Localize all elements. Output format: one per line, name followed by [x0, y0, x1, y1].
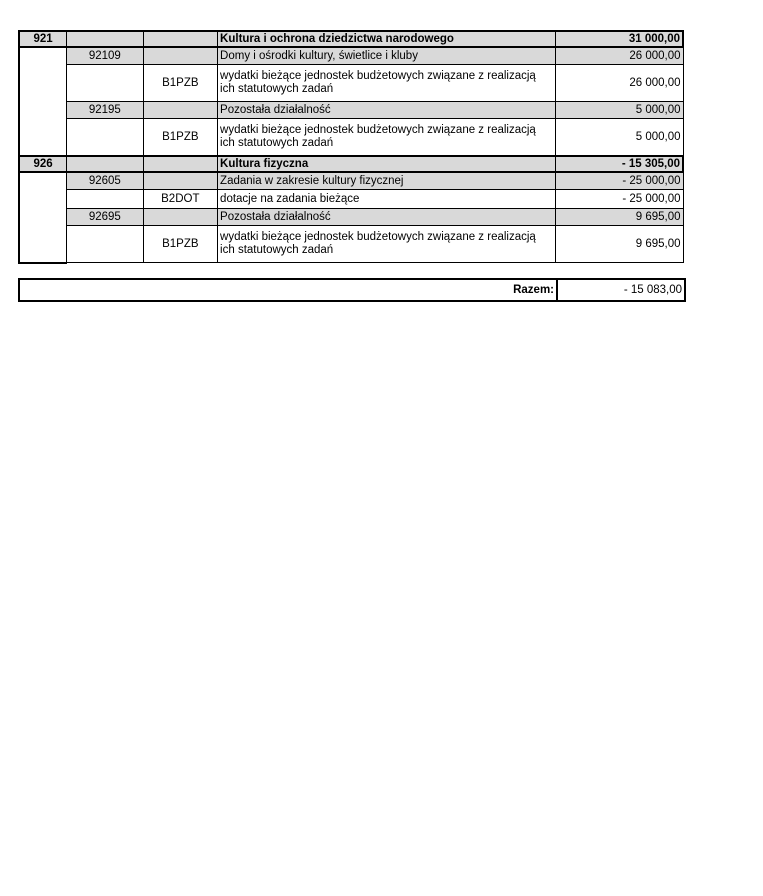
empty-cell: [143, 209, 217, 226]
item-description: wydatki bieżące jednostek budżetowych związane z realizacją ich statutowych zadań: [218, 119, 556, 157]
item-row: [19, 190, 683, 209]
empty-cell: [19, 172, 67, 263]
empty-cell: [67, 226, 144, 263]
empty-cell: [143, 31, 217, 47]
total-amount: - 15 083,00: [557, 279, 685, 301]
section-title: Kultura fizyczna: [218, 156, 556, 172]
item-row: [19, 226, 683, 263]
empty-cell: [67, 119, 144, 157]
rozdzial-code: 92195: [67, 102, 144, 119]
rozdzial-amount: 9 695,00: [556, 209, 683, 226]
item-description: wydatki bieżące jednostek budżetowych związane z realizacją ich statutowych zadań: [218, 65, 556, 102]
empty-cell: [67, 156, 144, 172]
item-amount: 26 000,00: [556, 65, 683, 102]
rozdzial-row-92605: [19, 172, 683, 190]
rozdzial-amount: 26 000,00: [556, 47, 683, 65]
empty-cell: [143, 156, 217, 172]
rozdzial-row-92109: [19, 47, 683, 65]
total-row: [19, 279, 685, 301]
rozdzial-title: Zadania w zakresie kultury fizycznej: [218, 172, 556, 190]
total-table: [18, 278, 686, 302]
section-row-926: [19, 156, 683, 172]
empty-cell: [67, 190, 144, 209]
rozdzial-code: 92695: [67, 209, 144, 226]
empty-cell: [143, 172, 217, 190]
total-label: Razem:: [19, 279, 557, 301]
task-code: B2DOT: [143, 190, 217, 209]
section-amount: - 15 305,00: [556, 156, 683, 172]
empty-cell: [67, 31, 144, 47]
section-row-921: [19, 31, 683, 47]
empty-cell: [143, 47, 217, 65]
empty-cell: [19, 47, 67, 156]
dzial-code: 921: [19, 31, 67, 47]
task-code: B1PZB: [143, 119, 217, 157]
item-amount: 5 000,00: [556, 119, 683, 157]
rozdzial-code: 92109: [67, 47, 144, 65]
dzial-code: 926: [19, 156, 67, 172]
empty-cell: [67, 65, 144, 102]
item-amount: 9 695,00: [556, 226, 683, 263]
rozdzial-title: Domy i ośrodki kultury, świetlice i kluby: [218, 47, 556, 65]
rozdzial-amount: - 25 000,00: [556, 172, 683, 190]
rozdzial-title: Pozostała działalność: [218, 102, 556, 119]
rozdzial-amount: 5 000,00: [556, 102, 683, 119]
section-title: Kultura i ochrona dziedzictwa narodowego: [218, 31, 556, 47]
item-description: wydatki bieżące jednostek budżetowych związane z realizacją ich statutowych zadań: [218, 226, 556, 263]
item-row: [19, 119, 683, 157]
empty-cell: [143, 102, 217, 119]
item-amount: - 25 000,00: [556, 190, 683, 209]
budget-table: [18, 30, 684, 264]
rozdzial-row-92195: [19, 102, 683, 119]
item-description: dotacje na zadania bieżące: [218, 190, 556, 209]
section-amount: 31 000,00: [556, 31, 683, 47]
item-row: [19, 65, 683, 102]
rozdzial-title: Pozostała działalność: [218, 209, 556, 226]
rozdzial-code: 92605: [67, 172, 144, 190]
task-code: B1PZB: [143, 65, 217, 102]
rozdzial-row-92695: [19, 209, 683, 226]
task-code: B1PZB: [143, 226, 217, 263]
